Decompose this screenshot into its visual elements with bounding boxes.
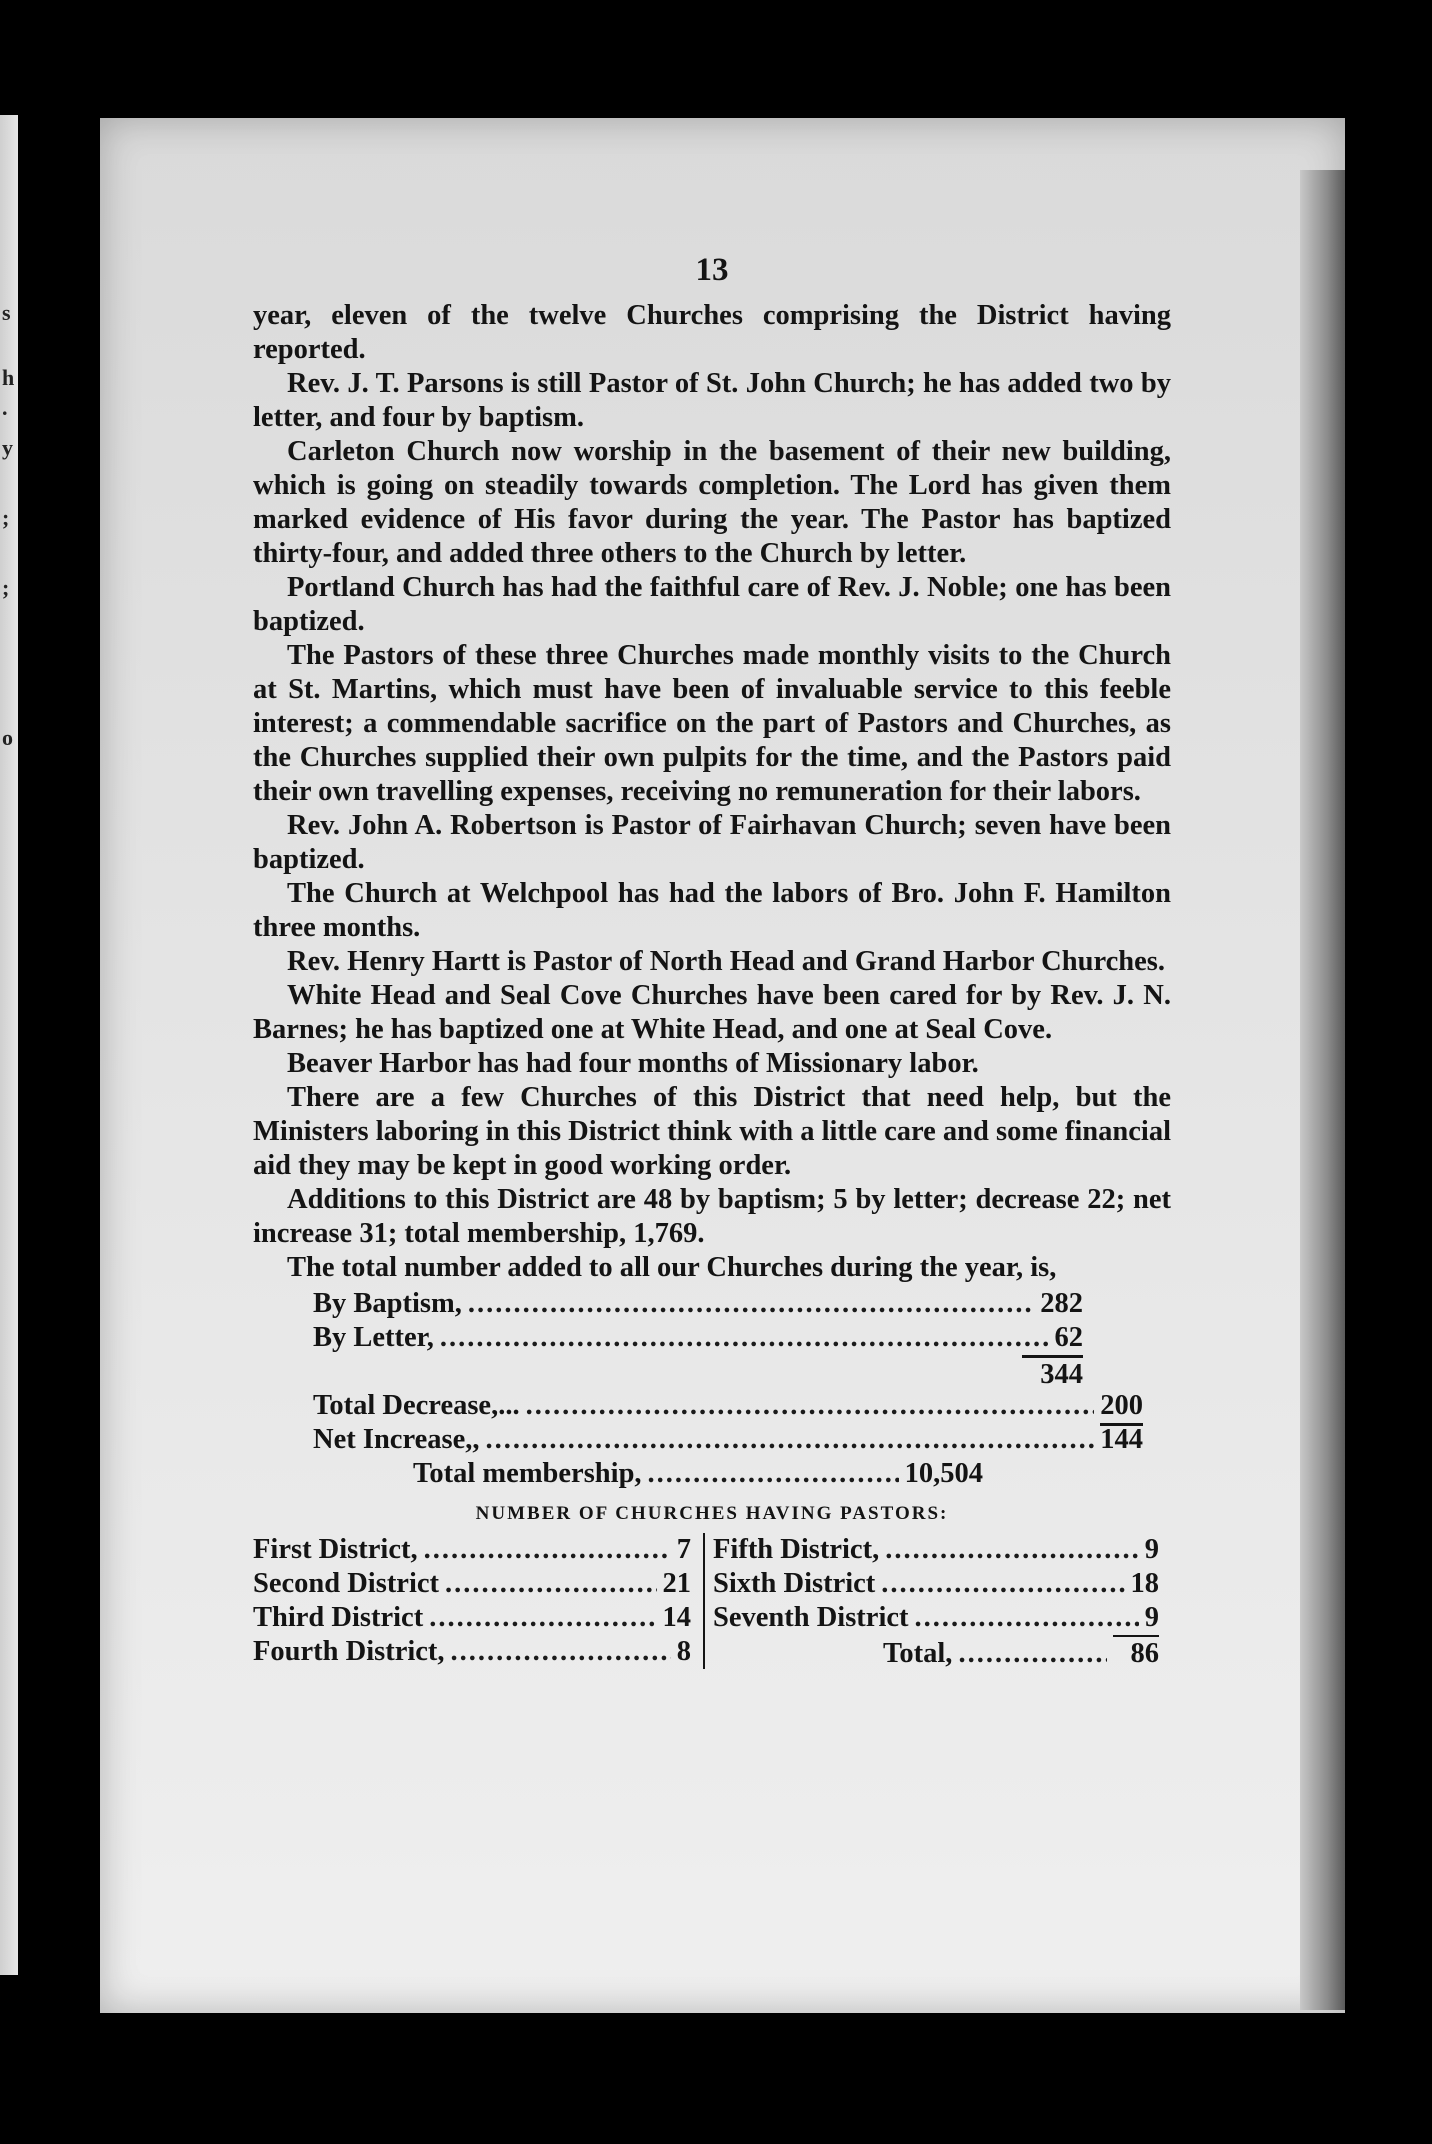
decrease-label: Total Decrease,...	[313, 1390, 520, 1421]
districts-right-column	[703, 1533, 1163, 1669]
paragraph: Rev. J. T. Parsons is still Pastor of St. John Church; he has added two by letter, and four by baptism.	[253, 368, 1171, 433]
decrease-value: 200	[1100, 1389, 1143, 1426]
letter-value: 62	[1054, 1322, 1083, 1353]
district-label: Sixth District	[713, 1568, 876, 1599]
district-value: 14	[662, 1602, 691, 1633]
leader-dots	[881, 1567, 1124, 1601]
leader-dots	[424, 1533, 671, 1567]
leader-dots	[958, 1637, 1106, 1671]
district-value: 18	[1130, 1568, 1159, 1599]
paragraph: White Head and Seal Cove Churches have been cared for by Rev. J. N. Barnes; he has baptized one at White Head, and one at Seal Cove.	[253, 980, 1171, 1045]
district-value: 7	[676, 1534, 691, 1565]
district-label: Seventh District	[713, 1602, 909, 1633]
district-value: 21	[662, 1568, 691, 1599]
paragraph: There are a few Churches of this District that need help, but the Ministers laboring in this District think with a little care and some financial aid they may be kept in good working order.	[253, 1082, 1171, 1181]
paragraph: The Pastors of these three Churches made monthly visits to the Church at St. Martins, which must have been of invaluable service to this feeble interest; a commendable sacrifice on the part of Pastors and Churches, as the Churches supplied their own pulpits for the time, and the Pastors paid their own travelling expenses, receiving no remuneration for their labors.	[253, 640, 1171, 807]
district-row	[253, 1601, 691, 1635]
paragraph: Rev. Henry Hartt is Pastor of North Head and Grand Harbor Churches.	[287, 946, 1165, 977]
leader-dots	[468, 1287, 1034, 1321]
membership-label: Total membership,	[413, 1458, 642, 1489]
district-label: Third District	[253, 1602, 424, 1633]
paragraph: Carleton Church now worship in the basement of their new building, which is going on steadily towards completion. The Lord has given them marked evidence of His favor during the year. The Pastor has baptized thirty-four, and added three others to the Church by letter.	[253, 436, 1171, 569]
leader-dots	[445, 1567, 656, 1601]
paragraph: Beaver Harbor has had four months of Missionary labor.	[287, 1048, 979, 1079]
district-row	[253, 1567, 691, 1601]
leader-dots	[440, 1321, 1049, 1355]
paragraph: Portland Church has had the faithful care of Rev. J. Noble; one has been baptized.	[253, 572, 1171, 637]
paragraph: Rev. John A. Robertson is Pastor of Fairhavan Church; seven have been baptized.	[253, 810, 1171, 875]
leader-dots	[526, 1389, 1095, 1423]
margin-mark: y	[2, 435, 13, 460]
margin-mark: h	[2, 365, 15, 390]
district-row	[713, 1601, 1159, 1635]
page-content	[253, 245, 1171, 1669]
districts-heading: NUMBER OF CHURCHES HAVING PASTORS:	[475, 1503, 949, 1524]
decrease-row	[313, 1389, 1143, 1423]
margin-mark: o	[2, 725, 13, 750]
margin-mark: ;	[2, 505, 10, 530]
leader-dots	[485, 1423, 1094, 1457]
margin-mark: s	[2, 300, 11, 325]
district-row	[253, 1533, 691, 1567]
district-label: Second District	[253, 1568, 440, 1599]
district-value: 9	[1144, 1534, 1159, 1565]
leader-dots	[648, 1457, 899, 1491]
leader-dots	[429, 1601, 656, 1635]
paragraph: The total number added to all our Churches during the year, is,	[287, 1252, 1057, 1283]
letter-row	[313, 1321, 1083, 1355]
letter-label: By Letter,	[313, 1322, 434, 1353]
margin-mark: ;	[2, 575, 10, 600]
sum-value: 344	[1022, 1355, 1083, 1392]
net-increase-value: 144	[1100, 1424, 1143, 1455]
districts-total-label: Total,	[883, 1638, 953, 1669]
leader-dots	[885, 1533, 1139, 1567]
margin-mark: .	[2, 395, 8, 420]
districts-total-row	[713, 1635, 1159, 1669]
leader-dots	[915, 1601, 1139, 1635]
baptism-row	[313, 1287, 1083, 1321]
district-row	[253, 1635, 691, 1669]
additions-summary	[253, 1287, 1171, 1491]
district-label: First District,	[253, 1534, 418, 1565]
districts-left-column	[253, 1533, 703, 1669]
adjacent-page-sliver	[0, 115, 18, 1975]
paragraph: The Church at Welchpool has had the labors of Bro. John F. Hamilton three months.	[253, 878, 1171, 943]
district-value: 8	[676, 1636, 691, 1667]
baptism-label: By Baptism,	[313, 1288, 462, 1319]
membership-value: 10,504	[904, 1458, 983, 1489]
districts-table	[253, 1533, 1171, 1669]
district-label: Fourth District,	[253, 1636, 445, 1667]
paragraph: Additions to this District are 48 by baptism; 5 by letter; decrease 22; net increase 31; total membership, 1,769.	[253, 1184, 1171, 1249]
districts-total-value: 86	[1113, 1635, 1160, 1671]
page-edge-shadow	[1300, 170, 1345, 2010]
paragraph: year, eleven of the twelve Churches comprising the District having reported.	[253, 300, 1171, 365]
net-increase-label: Net Increase,,	[313, 1424, 480, 1455]
membership-row	[413, 1457, 983, 1491]
leader-dots	[451, 1635, 671, 1669]
district-label: Fifth District,	[713, 1534, 880, 1565]
sum-row	[253, 1355, 1083, 1389]
district-row	[713, 1533, 1159, 1567]
net-increase-row	[313, 1423, 1143, 1457]
district-value: 9	[1144, 1602, 1159, 1633]
baptism-value: 282	[1040, 1288, 1083, 1319]
district-row	[713, 1567, 1159, 1601]
page-number: 13	[695, 252, 729, 288]
